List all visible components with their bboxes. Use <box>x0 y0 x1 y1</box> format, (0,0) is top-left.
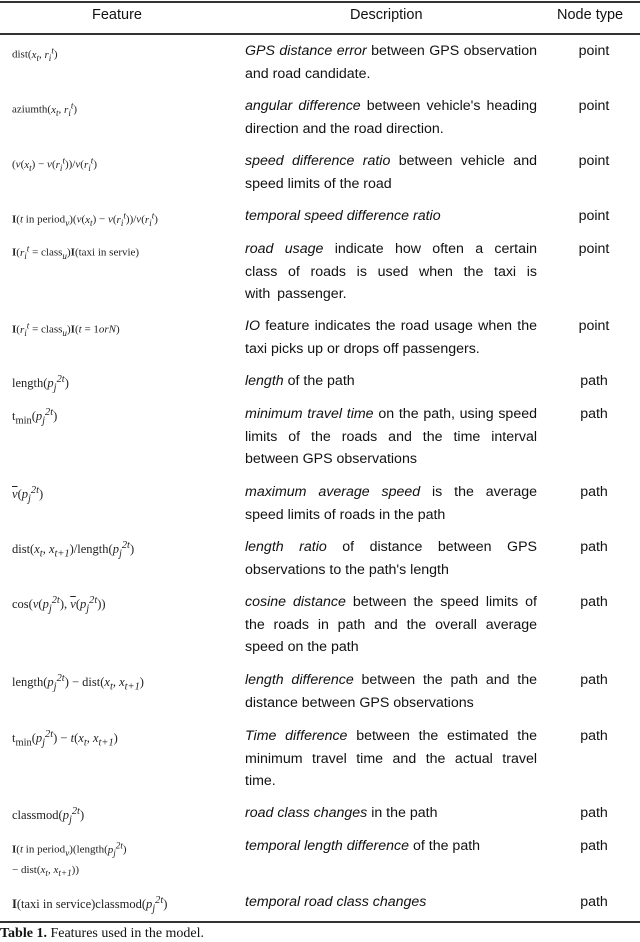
header-description: Description <box>350 7 423 23</box>
caption-text: Features used in the model. <box>46 926 205 941</box>
node-type: path <box>580 838 608 854</box>
feature-formula: $dist(x_t$, $x_{t+1})/length(p_j^{2t})$ <box>12 540 135 560</box>
feature-description: length of the path <box>245 373 355 389</box>
node-type: path <box>580 894 608 910</box>
table-caption <box>0 926 204 942</box>
table-top-rule <box>0 1 640 3</box>
feature-description: cosine distance between the speed limits of the roads in path and the overall average speed on the path <box>245 594 538 655</box>
feature-description: temporal road class changes <box>245 894 427 910</box>
feature-formula: $I(r_i^t$ = class$_u$)I(t = 1orN) <box>12 320 120 338</box>
feature-description: maximum average speed is the average speed limits of roads in the path <box>245 484 537 523</box>
node-type: point <box>578 43 610 59</box>
feature-description: GPS distance error between GPS observation and road candidate. <box>245 43 537 82</box>
feature-description: length difference between the path and the distance between GPS observations <box>245 672 538 711</box>
feature-description: IO feature indicates the road usage when the taxi picks up or drops off passengers. <box>245 318 537 357</box>
feature-formula: $I(r_i^t$ = class$_u$)I(taxi in servie) <box>12 243 140 261</box>
feature-formula: $aziumth(x_t$, $r_i^t$) <box>12 100 78 118</box>
feature-formula: $length(p_j^{2t})$ <box>12 374 69 394</box>
node-type: path <box>580 728 608 744</box>
feature-formula: I(t in $period_v)(length(p_j^{2t})$ − $dist(x_t$, $x_{t+1}$)) <box>12 840 127 879</box>
feature-description: Time difference between the estimated the minimum travel time and the actual travel time. <box>245 728 537 789</box>
node-type: point <box>578 98 610 114</box>
header-feature: Feature <box>92 7 142 23</box>
feature-formula: $t_{min}(p_j^{2t}) - t(x_t$, $x_{t+1}$) <box>12 729 118 749</box>
feature-formula: $length(p_j^{2t})$ − $dist(x_t$, $x_{t+1}$) <box>12 673 144 693</box>
feature-description: minimum travel time on the path, using speed limits of the roads and the time interval between GPS observations <box>245 406 537 467</box>
feature-description: road usage indicate how often a certain class of roads is used when the taxi is with passenger. <box>245 241 537 302</box>
table-header-rule <box>0 33 640 35</box>
node-type: path <box>580 406 608 422</box>
node-type: point <box>578 241 610 257</box>
feature-description: speed difference ratio between vehicle and speed limits of the road <box>245 153 537 192</box>
node-type: path <box>580 805 608 821</box>
feature-formula: $t_{min}(p_j^{2t})$ <box>12 407 58 427</box>
feature-formula: $dist(x_t$, $r_i^t$) <box>12 45 58 63</box>
feature-description: length ratio of distance between GPS observations to the path's length <box>245 539 537 578</box>
feature-description: temporal length difference of the path <box>245 838 481 854</box>
feature-formula: $\overline{v}(p_j^{2t})$ <box>12 485 44 505</box>
table-bottom-rule <box>0 921 640 923</box>
node-type: path <box>580 594 608 610</box>
feature-formula: $classmod(p_j^{2t})$ <box>12 806 85 826</box>
node-type: path <box>580 539 608 555</box>
feature-description: angular difference between vehicle's heading direction and the road direction. <box>245 98 537 137</box>
feature-formula: $(v(x_t) - v(r_i^t))/v(r_i^t)$ <box>12 155 97 173</box>
node-type: point <box>578 153 610 169</box>
feature-formula: I(t in $period_v)(v(x_t) - v(r_i^t))/v(r_i^t)$ <box>12 210 158 228</box>
feature-formula: $\cos(v(p_j^{2t})$, $\overline{v}(p_j^{2t})$) <box>12 595 106 615</box>
node-type: path <box>580 672 608 688</box>
feature-description: temporal speed difference ratio <box>245 208 441 224</box>
feature-description: road class changes in the path <box>245 805 438 821</box>
feature-formula: I(taxi in $service)classmod(p_j^{2t})$ <box>12 895 168 915</box>
caption-label: Table 1. <box>0 926 47 941</box>
header-node-type: Node type <box>557 7 624 23</box>
node-type: path <box>580 373 608 389</box>
node-type: point <box>578 318 610 334</box>
node-type: path <box>580 484 608 500</box>
node-type: point <box>578 208 610 224</box>
